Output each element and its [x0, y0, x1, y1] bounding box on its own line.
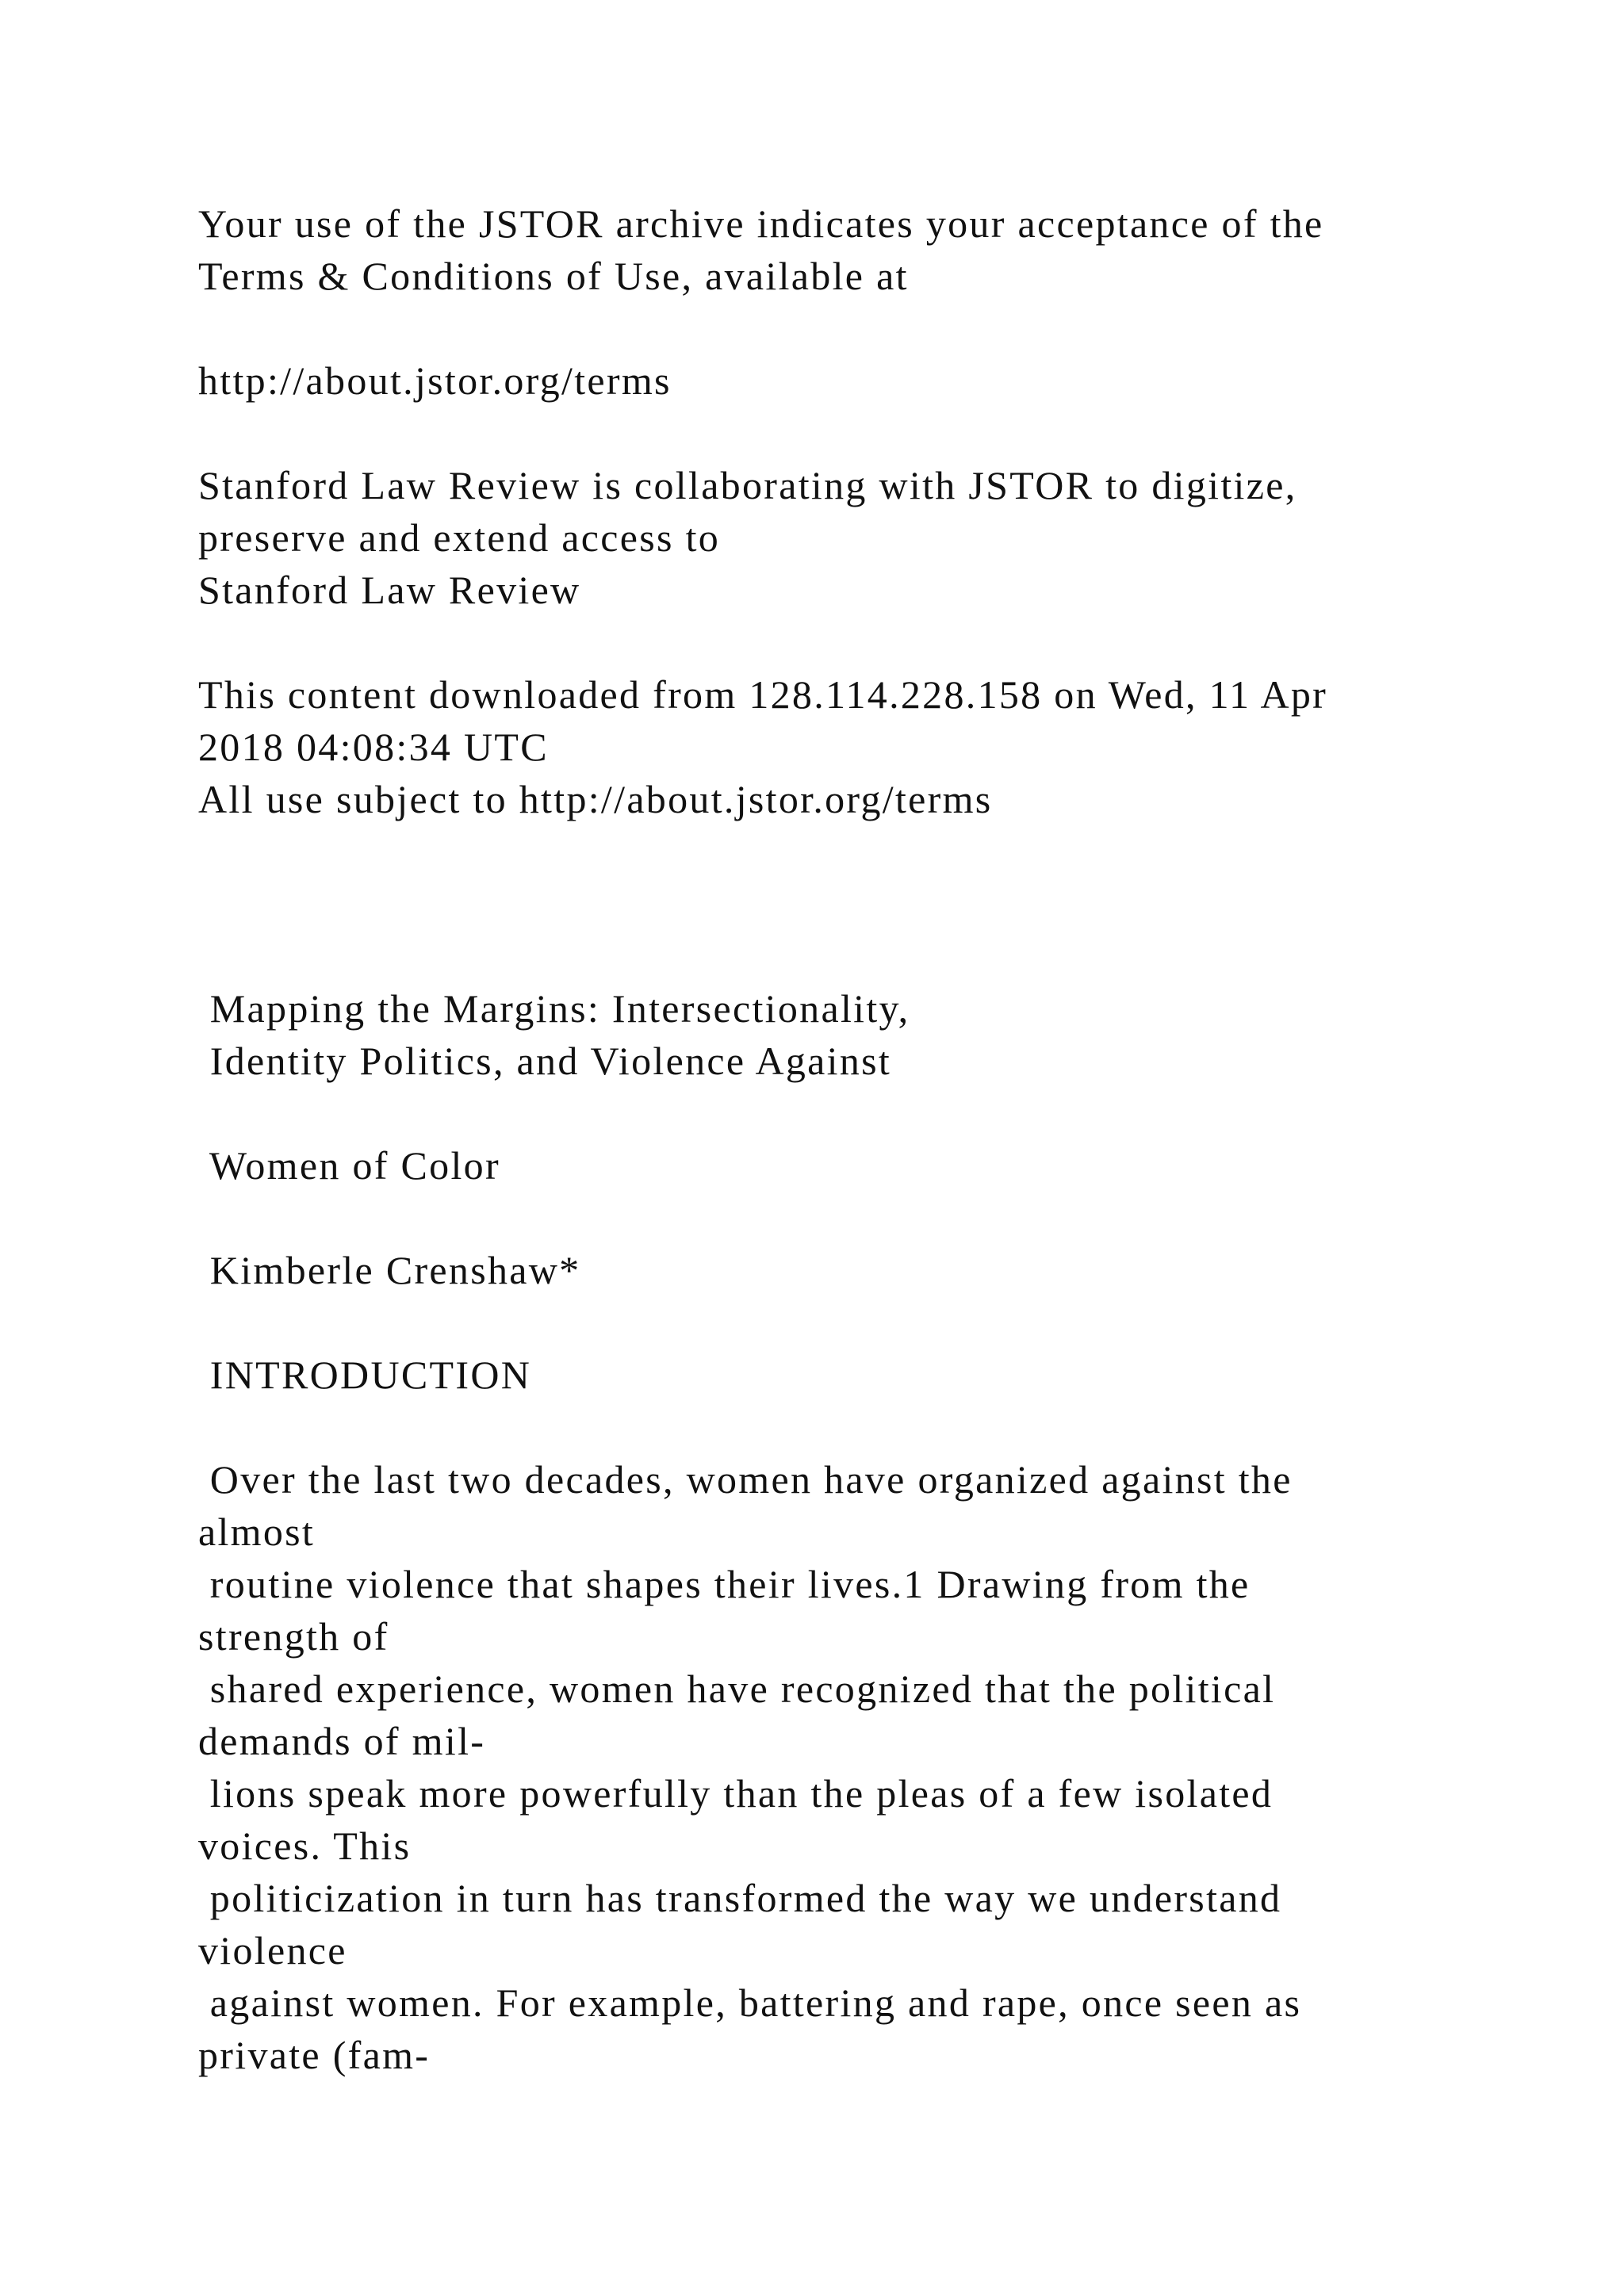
body-line: lions speak more powerfully than the pleas of a few isolated: [198, 1771, 1274, 1816]
body-line: strength of: [198, 1614, 389, 1659]
download-info-line-1: This content downloaded from 128.114.228.158 on Wed, 11 Apr: [198, 672, 1328, 717]
terms-url: http://about.jstor.org/terms: [198, 358, 672, 403]
author-name: Kimberle Crenshaw*: [198, 1248, 581, 1292]
collaboration-line-2: preserve and extend access to: [198, 515, 721, 560]
body-line: against women. For example, battering and rape, once seen as: [198, 1980, 1302, 2025]
body-line: Over the last two decades, women have organized against the: [198, 1457, 1293, 1502]
body-line: private (fam-: [198, 2033, 431, 2077]
body-line: routine violence that shapes their lives.1 Drawing from the: [198, 1562, 1251, 1606]
terms-notice-line-1: Your use of the JSTOR archive indicates your acceptance of the: [198, 201, 1324, 246]
body-line: violence: [198, 1928, 347, 1973]
download-info-line-3: All use subject to http://about.jstor.org/terms: [198, 777, 993, 821]
collaboration-line-3: Stanford Law Review: [198, 568, 581, 612]
article-title-line-1: Mapping the Margins: Intersectionality,: [198, 986, 910, 1031]
body-line: almost: [198, 1510, 316, 1554]
download-info-line-2: 2018 04:08:34 UTC: [198, 725, 549, 769]
article-title-line-2: Identity Politics, and Violence Against: [198, 1039, 892, 1083]
body-line: politicization in turn has transformed the way we understand: [198, 1876, 1282, 1920]
collaboration-line-1: Stanford Law Review is collaborating with JSTOR to digitize,: [198, 463, 1297, 507]
article-title-line-3: Women of Color: [198, 1143, 500, 1188]
body-line: shared experience, women have recognized that the political: [198, 1667, 1276, 1711]
body-line: demands of mil-: [198, 1719, 486, 1763]
terms-notice-line-2: Terms & Conditions of Use, available at: [198, 254, 909, 298]
section-heading: INTRODUCTION: [198, 1353, 532, 1397]
body-line: voices. This: [198, 1823, 412, 1868]
